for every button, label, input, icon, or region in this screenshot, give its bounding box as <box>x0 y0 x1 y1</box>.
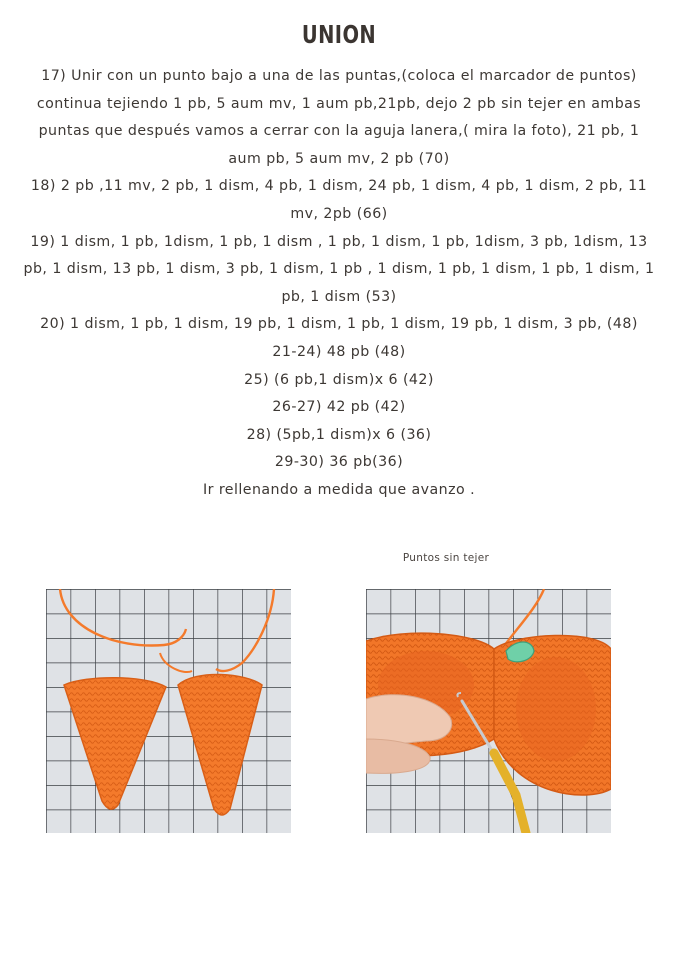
instruction-row-19: 19) 1 dism, 1 pb, 1dism, 1 pb, 1 dism , 1 pb, 1 dism, 1 pb, 1dism, 3 pb, 1dism, 13 pb, 1 dism, 13 pb, 1 dism, 3 pb, 1 dism, 1 pb , 1 dism, 1 pb, 1 dism, 1 pb, 1 dism, 1 pb, 1 dism (53) <box>23 233 655 305</box>
instruction-row-17: 17) Unir con un punto bajo a una de las puntas,(coloca el marcador de puntos) continua tejiendo 1 pb, 5 aum mv, 1 aum pb,21pb, dejo 2 pb sin tejer en ambas puntas que después vamos a cerrar con la aguja lanera,( mira la foto), 21 pb, 1 aum pb, 5 aum mv, 2 pb (70) <box>36 68 642 167</box>
instruction-row-20: 20) 1 dism, 1 pb, 1 dism, 19 pb, 1 dism, 1 pb, 1 dism, 19 pb, 1 dism, 3 pb, (48) <box>40 316 638 333</box>
instruction-row-26-27: 26-27) 42 pb (42) <box>272 399 406 416</box>
instruction-row-18: 18) 2 pb ,11 mv, 2 pb, 1 dism, 4 pb, 1 dism, 24 pb, 1 dism, 4 pb, 1 dism, 2 pb, 11 mv, 2pb (66) <box>30 178 648 222</box>
page-title: UNION <box>301 20 377 49</box>
crochet-joining-photo <box>366 589 611 833</box>
instruction-row-21-24: 21-24) 48 pb (48) <box>272 343 406 360</box>
instruction-row-28: 28) (5pb,1 dism)x 6 (36) <box>246 426 432 443</box>
instruction-stuffing-note: Ir rellenando a medida que avanzo . <box>202 481 476 498</box>
photo-caption: Puntos sin tejer <box>402 552 490 564</box>
instruction-row-25: 25) (6 pb,1 dism)x 6 (42) <box>244 371 434 388</box>
crochet-cones-photo <box>46 589 291 833</box>
instruction-row-29-30: 29-30) 36 pb(36) <box>274 454 404 471</box>
instructions-block <box>20 63 658 505</box>
